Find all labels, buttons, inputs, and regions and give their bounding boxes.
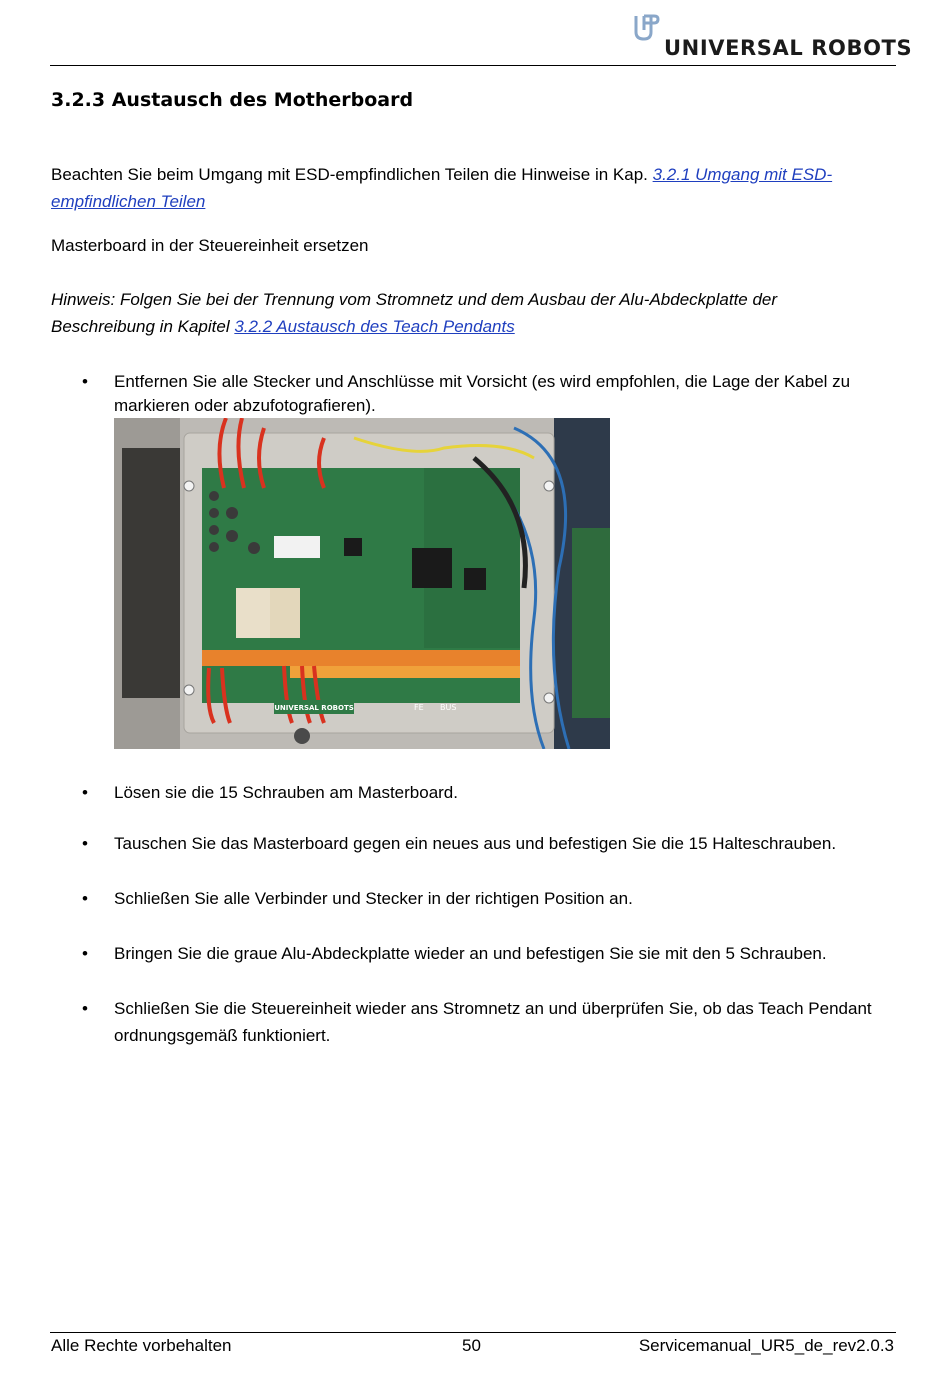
- bullet-symbol: •: [82, 783, 88, 802]
- note-link[interactable]: 3.2.2 Austausch des Teach Pendants: [234, 317, 515, 336]
- bullet-symbol: •: [82, 944, 88, 963]
- bullet-text: markieren oder abzufotografieren).: [114, 396, 376, 415]
- footer-document-id: Servicemanual_UR5_de_rev2.0.3: [638, 1336, 894, 1355]
- bullet-text: Schließen Sie alle Verbinder und Stecker in der richtigen Position an.: [114, 889, 633, 908]
- bullet-text: ordnungsgemäß funktioniert.: [114, 1026, 331, 1045]
- esd-link-line1[interactable]: 3.2.1 Umgang mit ESD-: [652, 165, 833, 184]
- bullet-text: Tauschen Sie das Masterboard gegen ein neues aus und befestigen Sie die 15 Halteschrauben.: [114, 834, 837, 853]
- bullet-symbol: •: [82, 999, 88, 1018]
- bullet-symbol: •: [82, 889, 88, 908]
- masterboard-photo: [114, 418, 610, 749]
- footer-rights: Alle Rechte vorbehalten: [51, 1336, 232, 1355]
- note-line2-text: Beschreibung in Kapitel: [51, 317, 235, 336]
- ur-logo-icon: [634, 14, 660, 42]
- header-divider: [50, 65, 896, 66]
- logo-text: UNIVERSAL ROBOTS: [664, 36, 913, 60]
- board-print: UNIVERSAL ROBOTS: [274, 704, 354, 712]
- board-label-fe: FE: [414, 703, 424, 712]
- footer-divider: [50, 1332, 896, 1333]
- bullet-symbol: •: [82, 372, 88, 391]
- note-paragraph: [51, 286, 911, 340]
- masterboard-illustration: [114, 418, 610, 749]
- page-number: 50: [462, 1336, 481, 1355]
- esd-text: Beachten Sie beim Umgang mit ESD-empfindlichen Teilen die Hinweise in Kap.: [51, 165, 653, 184]
- bullet-text: Schließen Sie die Steuereinheit wieder ans Stromnetz an und überprüfen Sie, ob das Teach Pendant: [114, 999, 872, 1018]
- bullet-text: Entfernen Sie alle Stecker und Anschlüsse mit Vorsicht (es wird empfohlen, die Lage der Kabel zu: [114, 372, 851, 391]
- universal-robots-logo: [634, 14, 913, 60]
- board-label-bus: BUS: [440, 703, 457, 712]
- bullet-symbol: •: [82, 834, 88, 853]
- subheading: Masterboard in der Steuereinheit ersetzen: [51, 236, 369, 255]
- note-line1: Hinweis: Folgen Sie bei der Trennung vom Stromnetz und dem Ausbau der Alu-Abdeckplatte der: [51, 290, 778, 309]
- section-title: 3.2.3 Austausch des Motherboard: [51, 89, 414, 111]
- bullet-text: Bringen Sie die graue Alu-Abdeckplatte wieder an und befestigen Sie sie mit den 5 Schrauben.: [114, 944, 827, 963]
- esd-link-line2[interactable]: empfindlichen Teilen: [51, 192, 206, 211]
- bullet-text: Lösen sie die 15 Schrauben am Masterboard.: [114, 783, 458, 802]
- esd-paragraph: [51, 161, 911, 215]
